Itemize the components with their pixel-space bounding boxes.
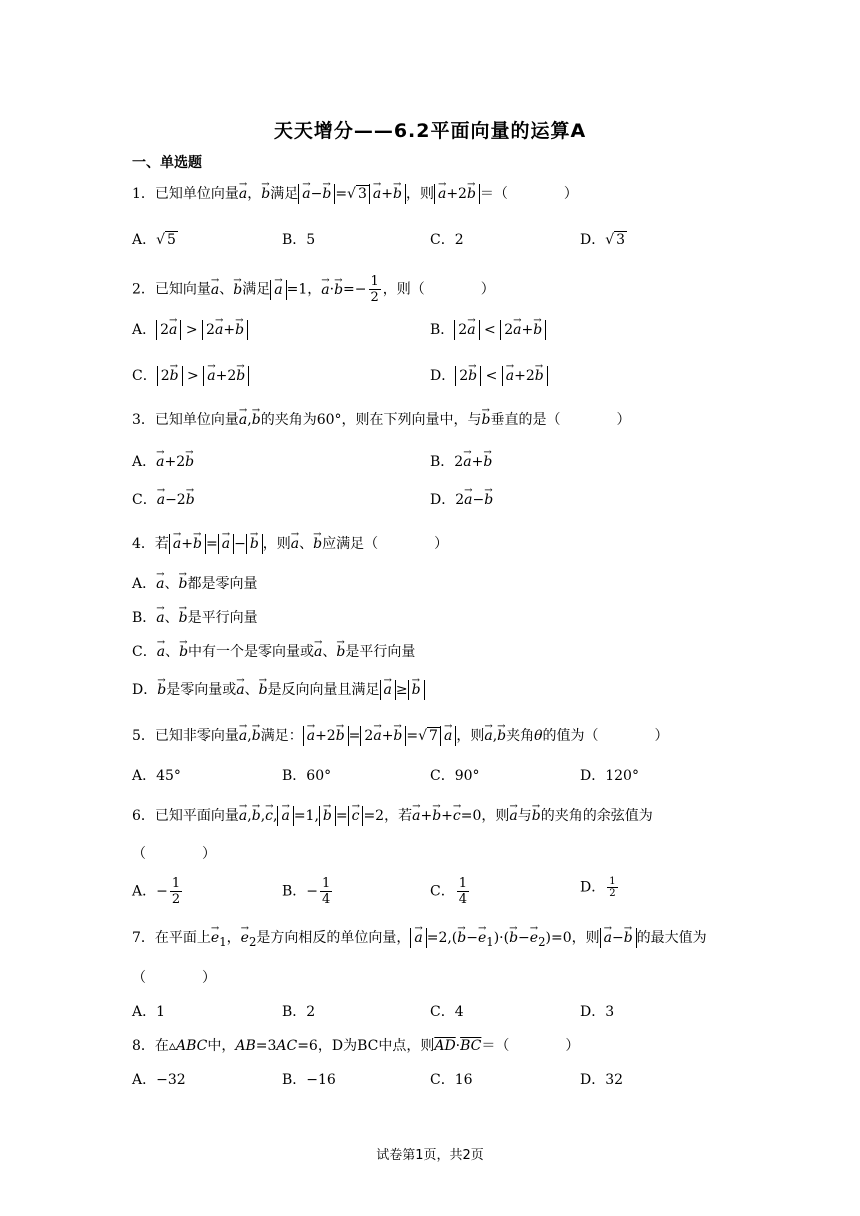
- page-footer: 试卷第1页，共2页: [376, 1148, 484, 1163]
- q7-option-b[interactable]: B．2: [282, 1004, 316, 1020]
- q7-option-c[interactable]: C．4: [430, 1004, 464, 1020]
- q2-option-b[interactable]: B． 2→ a < 2→ a+→ b: [430, 320, 546, 340]
- q4-option-b[interactable]: B．→ a、→ b是平行向量: [132, 608, 258, 628]
- question-7-stem: 7．在平面上→ $e_1$，→ $e_2$是方向相反的单位向量， → $a =2,(\to b-\to e_1)\cdot(\to b-\to e_2)=0$，则 → a−→ b 的最大值为: [132, 928, 707, 952]
- q6-option-d[interactable]: D． $\frac{1}{2}$: [580, 876, 616, 899]
- q8-option-c[interactable]: C．16: [430, 1072, 473, 1088]
- q8-option-a[interactable]: A．−32: [132, 1072, 186, 1088]
- q8-option-b[interactable]: B．−16: [282, 1072, 336, 1088]
- question-6-paren: （ ）: [132, 846, 216, 862]
- q3-option-c[interactable]: C．→ a−2→ b: [132, 490, 195, 510]
- question-4-stem: 4．若 → a+→ b = → a − → b ，则→ a、→ b应满足（ ）: [132, 534, 448, 554]
- question-3-stem: 3．已知单位向量→ a,→ b的夹角为60°，则在下列向量中，与→ b垂直的是（ ）: [132, 410, 631, 430]
- q3-option-d[interactable]: D．2→ a−→ b: [430, 490, 493, 510]
- q1-option-c[interactable]: C．2: [430, 232, 464, 248]
- q4-option-c[interactable]: C．→ a、→ b中有一个是零向量或→ a、→ b是平行向量: [132, 642, 415, 662]
- q2-option-d[interactable]: D． 2→ b < → a+2→ b: [430, 366, 548, 386]
- question-5-stem: 5．已知非零向量→ a,→ b满足： → a+2→ b = 2→ a+→ b =√ 7 → a ，则→ a,→ b夹角θ的值为（ ）: [132, 726, 669, 746]
- q8-option-d[interactable]: D．32: [580, 1072, 624, 1088]
- q7-option-d[interactable]: D．3: [580, 1004, 615, 1020]
- q6-option-b[interactable]: B．− $\frac{1}{4}$: [282, 876, 331, 907]
- section-heading: 一、单选题: [132, 155, 202, 171]
- q1-option-a[interactable]: A．√ 5: [132, 232, 176, 248]
- question-6-stem: 6．已知平面向量→ a,→ b,→ c, → a =1, → b = → c =2，若→ a+→ b+→ c=0，则→ a与→ b的夹角的余弦值为: [132, 806, 653, 826]
- q7-option-a[interactable]: A．1: [132, 1004, 166, 1020]
- q3-option-b[interactable]: B．2→ a+→ b: [430, 452, 492, 472]
- q5-option-b[interactable]: B．60°: [282, 768, 332, 784]
- q4-option-d[interactable]: D．→ b是零向量或→ a、→ b是反向向量且满足 → a ≥ → b: [132, 680, 425, 700]
- q1-option-b[interactable]: B．5: [282, 232, 316, 248]
- q6-option-c[interactable]: C． $\frac{1}{4}$: [430, 876, 467, 907]
- q5-option-d[interactable]: D．120°: [580, 768, 639, 784]
- question-2-stem: 2．已知向量→ a、→ b满足 → a =1，→ a·→ b=− $\frac{1}{2}$ ，则（ ）: [132, 274, 495, 305]
- q6-option-a[interactable]: A．− $\frac{1}{2}$: [132, 876, 181, 907]
- q1-option-d[interactable]: D．√ 3: [580, 232, 626, 248]
- q2-option-a[interactable]: A． 2→ a > 2→ a+→ b: [132, 320, 248, 340]
- q2-option-c[interactable]: C． 2→ b > → a+2→ b: [132, 366, 249, 386]
- q3-option-a[interactable]: A．→ a+2→ b: [132, 452, 194, 472]
- q5-option-c[interactable]: C．90°: [430, 768, 480, 784]
- q4-option-a[interactable]: A．→ a、→ b都是零向量: [132, 574, 257, 594]
- q5-option-a[interactable]: A．45°: [132, 768, 181, 784]
- question-1-stem: 1．已知单位向量→ a，→ b满足 → a−→ b =√ 3 → a+→ b ，则 → a+2→ b ＝（ ）: [132, 184, 578, 204]
- page-title: 天天增分——6.2平面向量的运算A: [273, 120, 587, 142]
- question-7-paren: （ ）: [132, 970, 216, 986]
- question-8-stem: 8．在▵ABC中，AB=3AC=6，D为BC中点，则$\overline{AD}\cdot\overline{BC}=$（ ）: [132, 1038, 580, 1054]
